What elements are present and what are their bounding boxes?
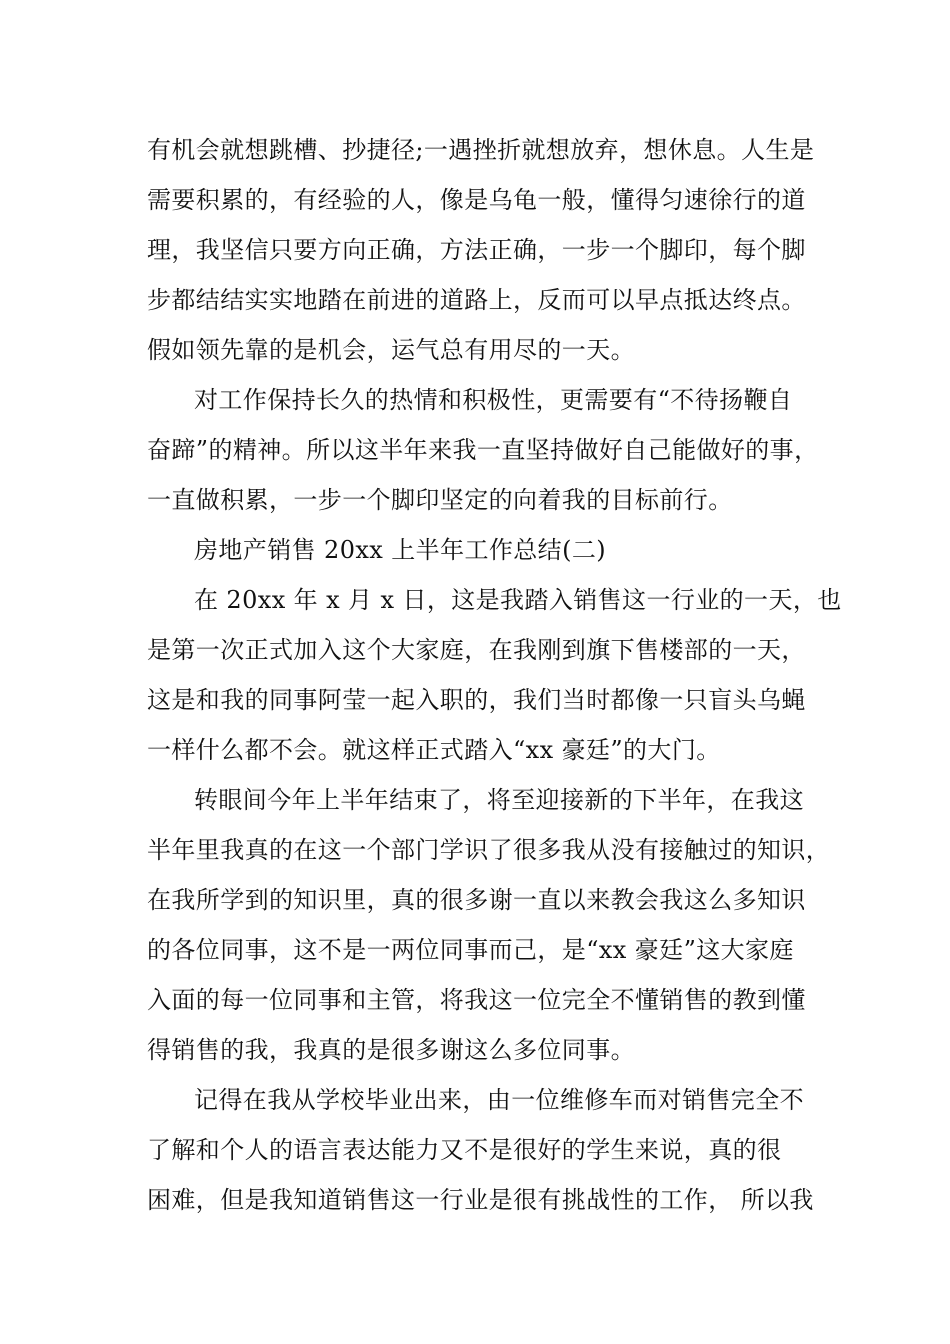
section-heading: 房地产销售 20xx 上半年工作总结(二)	[194, 536, 606, 564]
text-line: 在我所学到的知识里，真的很多谢一直以来教会我这么多知识	[147, 886, 806, 914]
text-line: 入面的每一位同事和主管，将我这一位完全不懂销售的教到懂	[147, 986, 806, 1014]
text-line: 理，我坚信只要方向正确，方法正确，一步一个脚印，每个脚	[147, 236, 806, 264]
text-line: 假如领先靠的是机会，运气总有用尽的一天。	[147, 336, 635, 364]
text-line: 半年里我真的在这一个部门学识了很多我从没有接触过的知识，	[147, 836, 831, 864]
text-line: 这是和我的同事阿莹一起入职的，我们当时都像一只盲头乌蝇	[147, 686, 806, 714]
text-line: 了解和个人的语言表达能力又不是很好的学生来说，真的很	[147, 1136, 782, 1164]
paragraph-start-line: 转眼间今年上半年结束了，将至迎接新的下半年，在我这	[194, 786, 804, 814]
paragraph-start-line: 记得在我从学校毕业出来，由一位维修车而对销售完全不	[194, 1086, 804, 1114]
text-line: 困难，但是我知道销售这一行业是很有挑战性的工作， 所以我	[147, 1186, 814, 1214]
paragraph-start-line: 在 20xx 年 x 月 x 日，这是我踏入销售这一行业的一天，也	[194, 586, 842, 614]
text-line: 是第一次正式加入这个大家庭，在我刚到旗下售楼部的一天，	[147, 636, 806, 664]
text-line: 有机会就想跳槽、抄捷径;一遇挫折就想放弃，想休息。人生是	[147, 136, 815, 164]
text-line: 步都结结实实地踏在前进的道路上，反而可以早点抵达终点。	[147, 286, 806, 314]
text-line: 得销售的我，我真的是很多谢这么多位同事。	[147, 1036, 635, 1064]
text-line: 奋蹄”的精神。所以这半年来我一直坚持做好自己能做好的事，	[147, 436, 819, 464]
text-line: 一样什么都不会。就这样正式踏入“xx 豪廷”的大门。	[147, 736, 721, 764]
text-line: 需要积累的，有经验的人，像是乌龟一般，懂得匀速徐行的道	[147, 186, 806, 214]
paragraph-start-line: 对工作保持长久的热情和积极性，更需要有“不待扬鞭自	[194, 386, 793, 414]
text-line: 的各位同事，这不是一两位同事而己，是“xx 豪廷”这大家庭	[147, 936, 794, 964]
text-line: 一直做积累，一步一个脚印坚定的向着我的目标前行。	[147, 486, 733, 514]
